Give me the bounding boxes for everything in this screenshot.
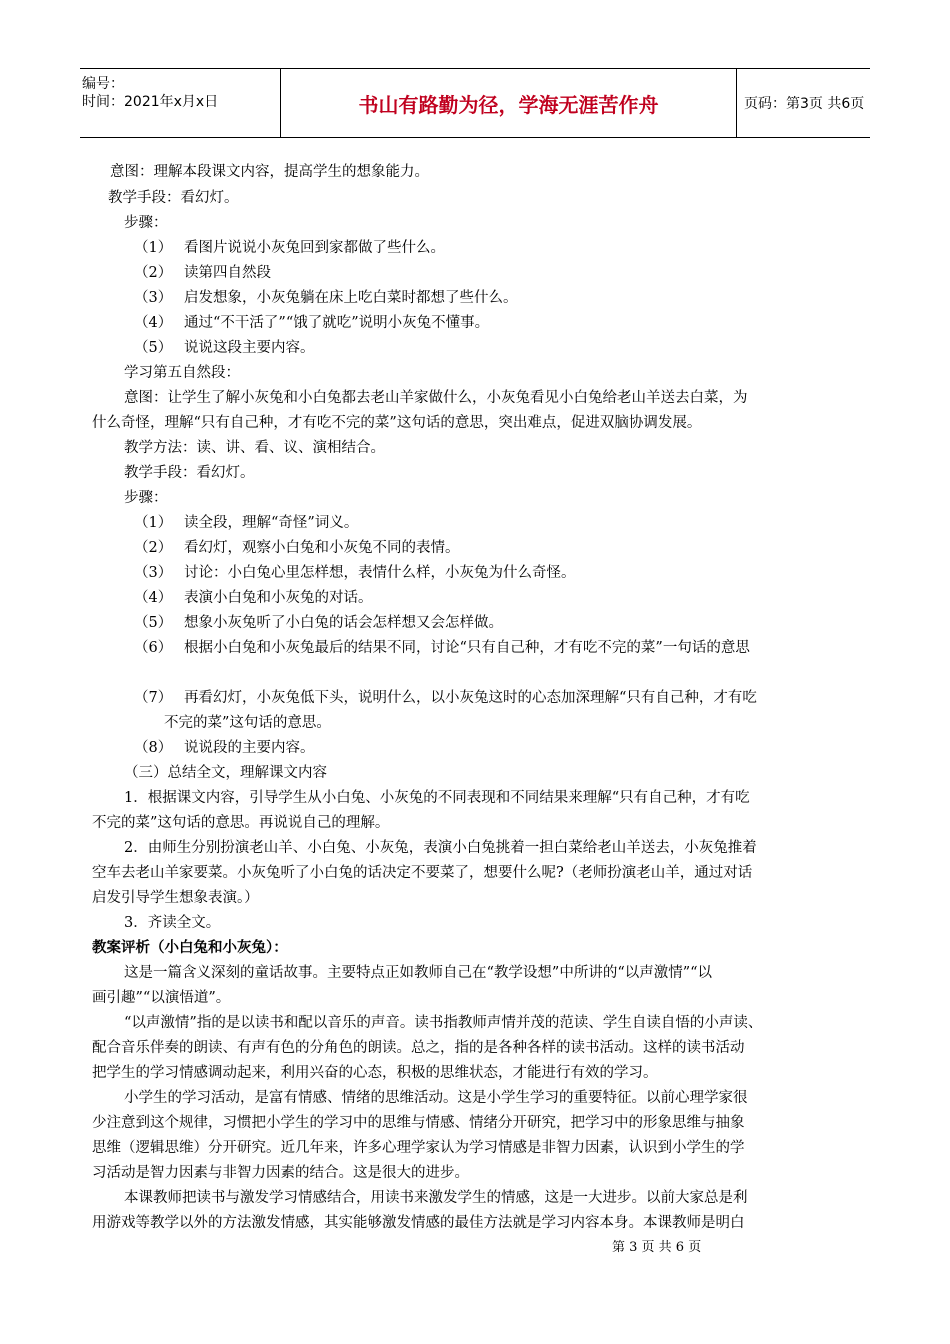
step-number: （4） (134, 590, 173, 606)
step-text: 再看幻灯，小灰兔低下头，说明什么，以小灰兔这时的心态加深理解“只有自己种，才有吃 (184, 690, 757, 706)
motto: 书山有路勤为径，学海无涯苦作舟 (280, 69, 737, 137)
step-text: 读全段，理解“奇怪”词义。 (184, 515, 359, 531)
step-number: （2） (134, 265, 173, 281)
step-text: 说说段的主要内容。 (184, 740, 315, 756)
step-text: 想象小灰兔听了小白兔的话会怎样想又会怎样做。 (184, 615, 503, 631)
paragraph-line: 配合音乐伴奏的朗读、有声有色的分角色的朗读。总之，指的是各种各样的读书活动。这样的读书活动 (92, 1040, 745, 1056)
paragraph-line: 这是一篇含义深刻的童话故事。主要特点正如教师自己在“教学设想”中所讲的“以声激情”“以 (124, 965, 713, 981)
paragraph-line: 1．根据课文内容，引导学生从小白兔、小灰兔的不同表现和不同结果来理解“只有自己种，才有吃 (124, 790, 750, 806)
step-number: （4） (134, 315, 173, 331)
paragraph-line: 画引趣”“以演悟道”。 (92, 990, 231, 1006)
section-heading: （三）总结全文，理解课文内容 (124, 765, 327, 781)
paragraph-line: 小学生的学习活动，是富有情感、情绪的思维活动。这是小学生学习的重要特征。以前心理学家很 (124, 1090, 748, 1106)
section-heading: 学习第五自然段： (124, 365, 240, 381)
analysis-heading: 教案评析（小白兔和小灰兔）： (92, 940, 288, 956)
step-number: （6） (134, 640, 173, 656)
step-number: （5） (134, 615, 173, 631)
paragraph-line: 空车去老山羊家要菜。小灰兔听了小白兔的话决定不要菜了，想要什么呢?（老师扮演老山羊，通过对话 (92, 865, 753, 881)
paragraph-line: 少注意到这个规律，习惯把小学生的学习中的思维与情感、情绪分开研究，把学习中的形象思维与抽象 (92, 1115, 745, 1131)
step-text: 通过“不干活了”“饿了就吃”说明小灰兔不懂事。 (184, 315, 490, 331)
step-text: 启发想象，小灰兔躺在床上吃白菜时都想了些什么。 (184, 290, 518, 306)
step-text: 说说这段主要内容。 (184, 340, 315, 356)
means-line: 教学手段：看幻灯。 (108, 190, 239, 206)
step-text: 不完的菜”这句话的意思。 (164, 715, 331, 731)
paragraph-line: 思维（逻辑思维）分开研究。近几年来，许多心理学家认为学习情感是非智力因素，认识到小学生的学 (92, 1140, 745, 1156)
paragraph-line: 本课教师把读书与激发学习情感结合，用读书来激发学生的情感，这是一大进步。以前大家总是利 (124, 1190, 748, 1206)
page-footer: 第 3 页 共 6 页 (612, 1240, 702, 1255)
step-text: 讨论：小白兔心里怎样想，表情什么样，小灰兔为什么奇怪。 (184, 565, 576, 581)
step-number: （1） (134, 240, 173, 256)
paragraph-line: 意图：让学生了解小灰兔和小白兔都去老山羊家做什么，小灰兔看见小白兔给老山羊送去白菜，为 (124, 390, 748, 406)
page-header (80, 68, 870, 138)
step-number: （1） (134, 515, 173, 531)
step-number: （2） (134, 540, 173, 556)
number-label: 编号： (82, 76, 124, 92)
steps-heading: 步骤： (124, 215, 168, 231)
paragraph-line: 2．由师生分别扮演老山羊、小白兔、小灰兔，表演小白兔挑着一担白菜给老山羊送去，小灰兔推着 (124, 840, 757, 856)
step-number: （3） (134, 565, 173, 581)
method-line: 教学方法：读、讲、看、议、演相结合。 (124, 440, 385, 456)
step-number: （3） (134, 290, 173, 306)
step-text: 表演小白兔和小灰兔的对话。 (184, 590, 373, 606)
step-text: 读第四自然段 (184, 265, 271, 281)
paragraph-line: 把学生的学习情感调动起来，利用兴奋的心态，积极的思维状态，才能进行有效的学习。 (92, 1065, 658, 1081)
means-line: 教学手段：看幻灯。 (124, 465, 255, 481)
step-text: 根据小白兔和小灰兔最后的结果不同，讨论“只有自己种，才有吃不完的菜”一句话的意思 (184, 640, 750, 656)
paragraph-line: 用游戏等教学以外的方法激发情感，其实能够激发情感的最佳方法就是学习内容本身。本课教师是明白 (92, 1215, 745, 1231)
paragraph-line: 启发引导学生想象表演。） (92, 890, 259, 906)
paragraph-line: 什么奇怪，理解“只有自己种，才有吃不完的菜”这句话的意思，突出难点，促进双脑协调发展。 (92, 415, 702, 431)
step-number: （5） (134, 340, 173, 356)
header-meta (80, 69, 280, 137)
page-label: 页码：第3页 共6页 (744, 96, 865, 112)
steps-heading: 步骤： (124, 490, 168, 506)
paragraph-line: 习活动是智力因素与非智力因素的结合。这是很大的进步。 (92, 1165, 469, 1181)
step-number: （8） (134, 740, 173, 756)
intent-line: 意图：理解本段课文内容，提高学生的想象能力。 (110, 164, 429, 180)
paragraph-line: 不完的菜”这句话的意思。再说说自己的理解。 (92, 815, 390, 831)
paragraph-line: 3．齐读全文。 (124, 915, 221, 931)
date-label: 时间：2021年x月x日 (82, 94, 219, 110)
step-number: （7） (134, 690, 173, 706)
step-text: 看幻灯，观察小白兔和小灰兔不同的表情。 (184, 540, 460, 556)
step-text: 看图片说说小灰兔回到家都做了些什么。 (184, 240, 445, 256)
paragraph-line: “以声激情”指的是以读书和配以音乐的声音。读书指教师声情并茂的范读、学生自读自悟的小声读、 (124, 1015, 763, 1031)
